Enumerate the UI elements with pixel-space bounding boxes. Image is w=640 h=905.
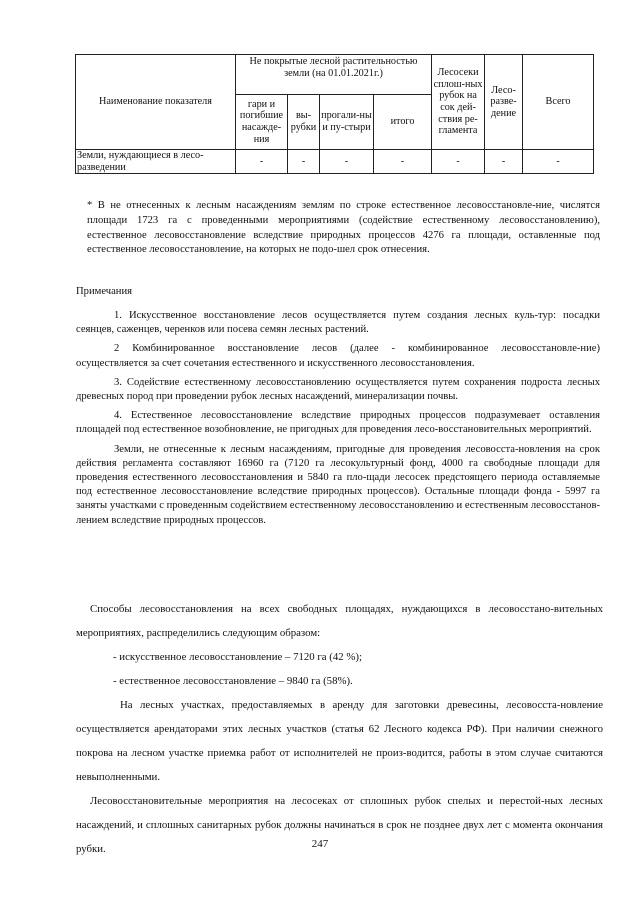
header-name: Наименование показателя (76, 55, 236, 150)
header-cutover: Лесосеки сплош-ных рубок на сок дей-ствия ре-гламента (432, 55, 485, 150)
indicators-table (75, 54, 594, 174)
note-5: Земли, не отнесенные к лесным насаждениям, пригодные для проведения лесовосста-новления на срок действия регламента составляют 16960 га (7120 га лесокультурный фонд, 4000 га свободные площади для проведения естественного лесовосстановления и 5840 га пло-щади лесосек предстоящего периода оставляемые под естественное лесовосстановление вследствие природных процессов). Остальные площади фонда - 5997 га заняты участками с проведенным содействием естественному лесовосстановлению и естественным лесовосстанов-лением вследствие природных процессов. (76, 443, 600, 526)
notes-title: Примечания (76, 286, 132, 297)
header-total: Всего (523, 55, 594, 150)
note-4: 4. Естественное лесовосстановление вследствие природных процессов подразумевает оставления площадей под естественное возобновление, не пригодных для проведения лесо-восстановительных мероприятий. (76, 410, 600, 436)
page-number: 247 (311, 838, 329, 850)
body-paragraph-3: Лесовосстановительные мероприятия на лесосеках от сплошных рубок спелых и перестой-ных лесных насаждений, и сплошных санитарных рубок должны начинаться в срок не позднее двух лет с момента окончания рубки. (76, 795, 603, 855)
subheader-glades: прогали-ны и пу-стыри (320, 95, 374, 150)
table-cell: - (432, 150, 485, 174)
header-forest-establishment: Лесо-разве-дение (485, 55, 523, 150)
table-cell: - (320, 150, 374, 174)
note-2: 2 Комбинированное восстановление лесов (далее - комбинированное лесовосстановле-ние) осуществляется за счет сочетания естественного и искусственного лесовосстановления. (76, 343, 600, 369)
note-1: 1. Искусственное восстановление лесов осуществляется путем создания лесных куль-тур: посадки сеянцев, саженцев, черенков или посева семян лесных растений. (76, 310, 600, 336)
notes-section (76, 309, 600, 533)
header-not-covered: Не покрытые лесной растительностью земли (на 01.01.2021г.) (236, 55, 432, 95)
subheader-burnt: гари и погибшие насажде-ния (236, 95, 288, 150)
subheader-felled: вы-рубки (288, 95, 320, 150)
subheader-subtotal: итого (374, 95, 432, 150)
body-paragraph-1: Способы лесовосстановления на всех свободных площадях, нуждающихся в лесовосстано-вительных мероприятиях, распределились следующим образом: (76, 603, 603, 639)
body-paragraph-2: На лесных участках, предоставляемых в аренду для заготовки древесины, лесовосста-новление осуществляется арендаторами этих лесных участков (статья 62 Лесного кодекса РФ). При наличии снежного покрова на лесном участке приемка работ от исполнителей не произ-водится, работы в этом случае считаются невыполненными. (76, 699, 603, 783)
row-label: Земли, нуждающиеся в лесо-разведении (76, 150, 236, 174)
table-cell: - (374, 150, 432, 174)
table-cell: - (236, 150, 288, 174)
table-cell: - (288, 150, 320, 174)
footnote: * В не отнесенных к лесным насаждениям землям по строке естественное лесовосстановле-ние, числятся площади 1723 га с проведенными мероприятиями (содействие естественному лесовосстановлению), естественное лесовосстановление вследствие природных процессов 4276 га площади, оставленные под естественное лесовосстановление, на которых не подо-шел срок отнесения. (87, 200, 600, 256)
table-cell: - (485, 150, 523, 174)
note-3: 3. Содействие естественному лесовосстановлению осуществляется путем сохранения подроста лесных древесных пород при проведении рубок лесных насаждений, минерализации почвы. (76, 376, 600, 403)
table-cell: - (523, 150, 594, 174)
list-item-artificial: - искусственное лесовосстановление – 7120 га (42 %); (113, 651, 362, 663)
body-text (76, 597, 603, 861)
list-item-natural: - естественное лесовосстановление – 9840 га (58%). (113, 675, 353, 687)
